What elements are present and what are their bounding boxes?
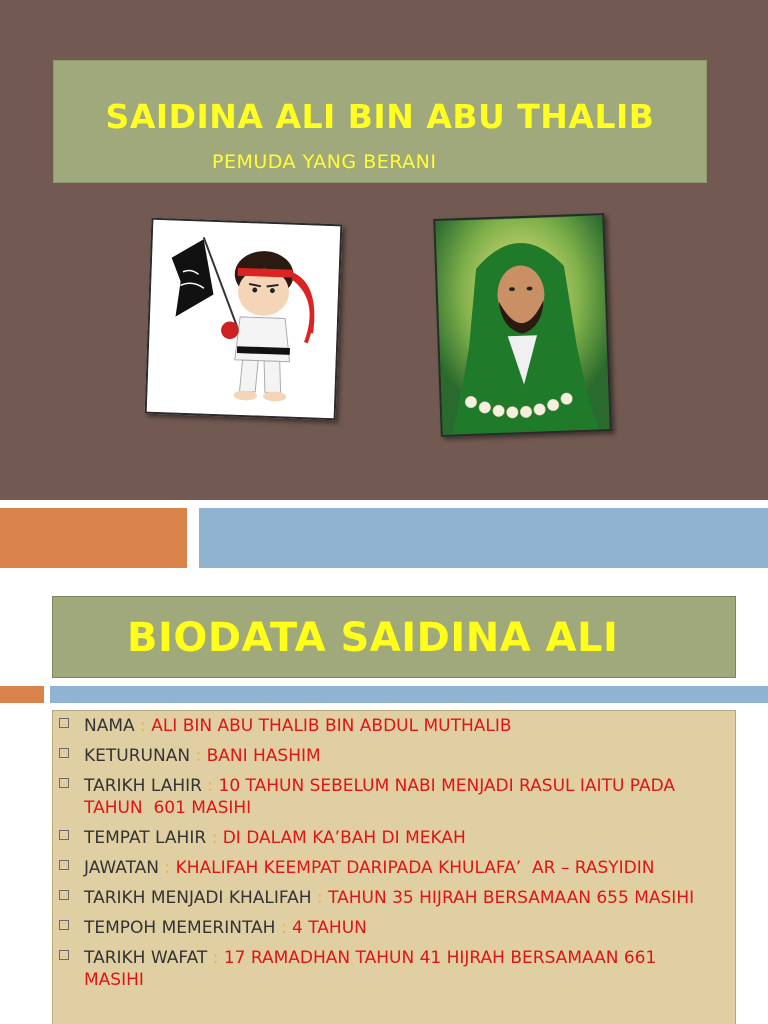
list-item-tempoh-memerintah <box>53 917 735 939</box>
slide-title: SAIDINA ALI BIN ABU THALIB <box>105 97 655 136</box>
square-bullet-icon <box>59 890 69 900</box>
list-item-tarikh-menjadi-khalifah <box>53 887 735 909</box>
item-value: 10 TAHUN SEBELUM NABI MENJADI RASUL IAITU PADA TAHUN 601 MASIHI <box>84 776 735 818</box>
item-separator: : <box>164 858 176 878</box>
list-item-keturunan <box>53 745 735 767</box>
orange-accent-bar <box>0 508 187 568</box>
item-value: DI DALAM KA’BAH DI MEKAH <box>222 828 466 848</box>
item-label: TARIKH WAFAT <box>84 948 213 968</box>
orange-accent-strip <box>0 686 44 703</box>
square-bullet-icon <box>59 748 69 758</box>
item-separator: : <box>195 746 207 766</box>
item-label: NAMA <box>84 716 141 736</box>
title-box <box>53 60 707 183</box>
item-label: TARIKH LAHIR <box>84 776 208 796</box>
item-separator: : <box>207 776 219 796</box>
square-bullet-icon <box>59 778 69 788</box>
list-item-tarikh-lahir <box>53 775 735 819</box>
square-bullet-icon <box>59 830 69 840</box>
item-separator: : <box>211 828 223 848</box>
portrait-image <box>433 213 612 437</box>
biodata-title: BIODATA SAIDINA ALI <box>127 615 619 661</box>
biodata-list <box>53 715 735 999</box>
item-separator: : <box>316 888 329 908</box>
item-label: KETURUNAN <box>84 746 196 766</box>
item-label: TARIKH MENJADI KHALIFAH <box>84 888 317 908</box>
slide-subtitle: PEMUDA YANG BERANI <box>212 151 437 173</box>
square-bullet-icon <box>59 950 69 960</box>
item-separator: : <box>140 716 152 736</box>
list-item-tempat-lahir <box>53 827 735 849</box>
square-bullet-icon <box>59 920 69 930</box>
item-separator: : <box>212 948 224 968</box>
item-label: JAWATAN <box>84 858 165 878</box>
item-value: TAHUN 35 HIJRAH BERSAMAAN 655 MASIHI <box>328 888 695 908</box>
list-item-tarikh-wafat <box>53 947 735 991</box>
biodata-title-box <box>52 596 736 678</box>
item-label: TEMPAT LAHIR <box>84 828 212 848</box>
blue-accent-bar <box>199 508 768 568</box>
item-value: 4 TAHUN <box>292 918 367 938</box>
list-item-nama <box>53 715 735 737</box>
item-label: TEMPOH MEMERINTAH <box>84 918 281 938</box>
list-item-jawatan <box>53 857 735 879</box>
cartoon-boy-illustration <box>147 220 341 418</box>
portrait-illustration <box>435 215 609 435</box>
item-value: ALI BIN ABU THALIB BIN ABDUL MUTHALIB <box>151 716 512 736</box>
square-bullet-icon <box>59 718 69 728</box>
title-slide <box>0 0 768 500</box>
item-value: BANI HASHIM <box>206 746 321 766</box>
item-separator: : <box>280 918 292 938</box>
item-value: 17 RAMADHAN TAHUN 41 HIJRAH BERSAMAAN 661 MASIHI <box>84 948 711 990</box>
square-bullet-icon <box>59 860 69 870</box>
biodata-content-box <box>52 710 736 1024</box>
blue-accent-strip <box>50 686 768 703</box>
cartoon-boy-image <box>145 218 343 421</box>
item-value: KHALIFAH KEEMPAT DARIPADA KHULAFA’ AR – RASYIDIN <box>175 858 655 878</box>
